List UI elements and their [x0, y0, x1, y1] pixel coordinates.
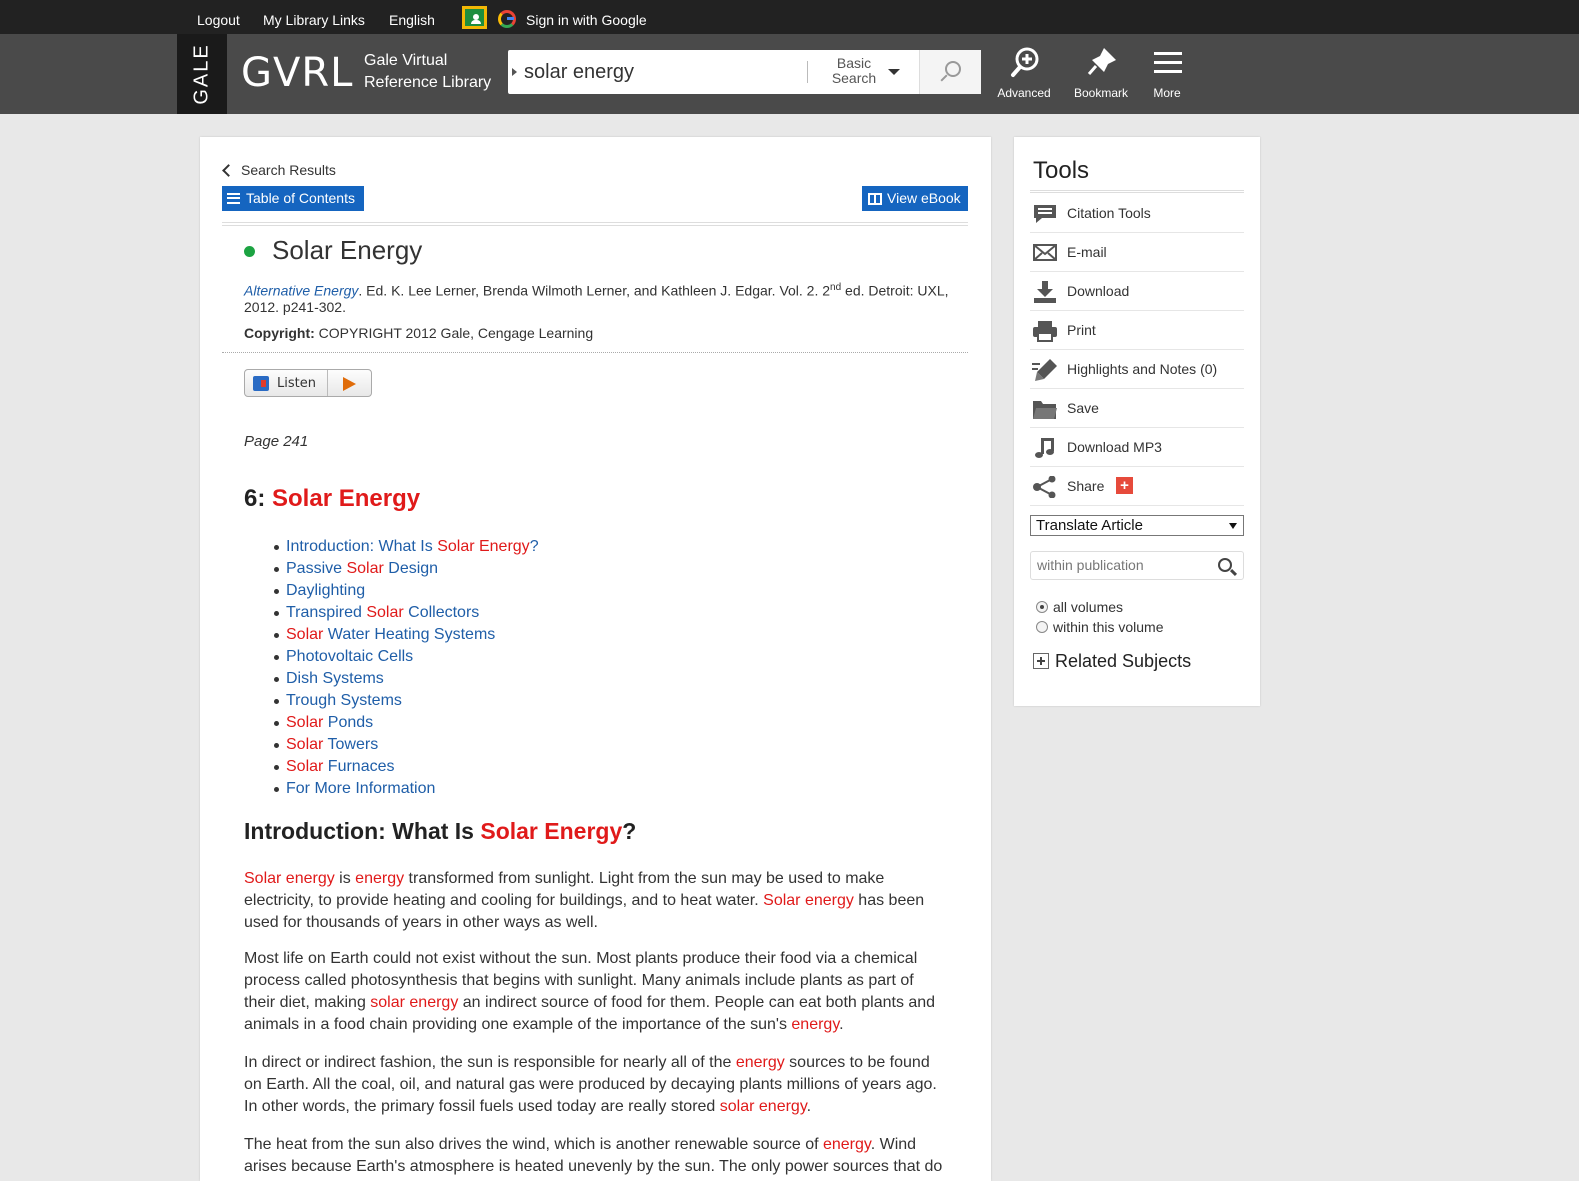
page-number: Page 241 [244, 433, 309, 450]
advanced-search-button[interactable]: Advanced [989, 46, 1059, 106]
tool-share[interactable]: Share + [1030, 467, 1244, 506]
text-run: Trough Systems [286, 692, 402, 709]
search-box [508, 50, 981, 94]
view-ebook-button[interactable]: View eBook [862, 186, 968, 211]
text-run: an indirect source of food for them. People can eat both plants and animals in a food chain providing one example of the importance of the sun's [244, 994, 936, 1033]
search-term-highlight: Solar [286, 626, 324, 643]
related-subjects-toggle[interactable]: Related Subjects [1033, 651, 1191, 672]
body-paragraph [244, 1134, 944, 1178]
text-run: sources to be found on Earth. All the coal, oil, and natural gas were produced by decaying plants millions of years ago. In other words, the primary fossil fuels used today are really stored [244, 1054, 937, 1115]
email-icon [1032, 242, 1058, 264]
copyright-line: Copyright: COPYRIGHT 2012 Gale, Cengage Learning [244, 325, 594, 341]
logout-link[interactable]: Logout [197, 12, 240, 28]
text-run: Introduction: What Is [286, 538, 438, 555]
gale-logo[interactable]: GALE [177, 34, 227, 114]
hamburger-menu-icon [1152, 46, 1184, 80]
translate-article-select[interactable]: Translate Article [1030, 515, 1244, 536]
play-icon[interactable] [343, 377, 356, 391]
text-run: is [334, 870, 356, 887]
tool-save[interactable]: Save [1030, 389, 1244, 428]
folder-icon [1032, 398, 1058, 420]
article-panel [200, 137, 991, 1181]
tool-email[interactable]: E-mail [1030, 233, 1244, 272]
toc-link[interactable] [286, 558, 539, 580]
more-menu-button[interactable]: More [1132, 46, 1202, 106]
text-run: Dish Systems [286, 670, 384, 687]
google-classroom-icon[interactable] [462, 6, 487, 29]
advanced-search-icon [1009, 46, 1041, 80]
text-run: For More Information [286, 780, 436, 797]
tool-print[interactable]: Print [1030, 311, 1244, 350]
tool-download[interactable]: Download [1030, 272, 1244, 311]
toc-link[interactable] [286, 624, 539, 646]
gvrl-logo[interactable]: GVRL [241, 50, 354, 96]
search-term-highlight: Solar [346, 560, 384, 577]
within-publication-search [1030, 551, 1244, 580]
search-history-arrow-icon[interactable] [512, 68, 517, 76]
text-run: Design [383, 560, 439, 577]
text-run: transformed from sunlight. Light from the sun may be used to make electricity, to provide heating and cooling for buildings, and to heat water. [244, 870, 885, 909]
citation-text: Alternative Energy. Ed. K. Lee Lerner, Brenda Wilmoth Lerner, and Kathleen J. Edgar. Vol. 2. 2nd ed. Detroit: UXL, 2012. p241-302. [244, 282, 949, 315]
text-run: Ponds [323, 714, 374, 731]
search-term-highlight: Solar [286, 736, 324, 753]
text-run: Most life on Earth could not exist without the sun. Most plants produce their food via a chemical process called photosynthesis that begins with sunlight. Many animals include plants as part of their diet, making [244, 950, 918, 1011]
chevron-left-icon [222, 164, 235, 177]
share-plus-icon[interactable]: + [1116, 477, 1133, 494]
toc-link[interactable] [286, 536, 539, 558]
toc-link[interactable] [286, 668, 539, 690]
toc-link[interactable] [286, 778, 539, 800]
breadcrumb-search-results[interactable]: Search Results [222, 162, 336, 178]
search-term-highlight: Solar energy [763, 892, 854, 909]
top-bar [0, 0, 1579, 34]
gvrl-subtitle: Gale Virtual Reference Library [364, 52, 492, 91]
chapter-heading: 6: Solar Energy [244, 485, 421, 512]
share-icon [1032, 476, 1058, 498]
text-run: Daylighting [286, 582, 366, 599]
text-run: Towers [323, 736, 379, 753]
status-dot-icon [244, 246, 255, 257]
toc-link[interactable] [286, 734, 539, 756]
publication-link[interactable]: Alternative Energy [244, 282, 359, 299]
search-term-highlight: Solar [366, 604, 404, 621]
site-header [0, 34, 1579, 114]
text-run: The heat from the sun also drives the wind, which is another renewable source of [244, 1136, 823, 1153]
chapter-toc-list [286, 536, 539, 800]
text-run: ? [529, 538, 539, 555]
toc-link[interactable] [286, 646, 539, 668]
search-mode-dropdown[interactable]: Basic Search [831, 55, 877, 86]
text-run: has been used for thousands of years in other ways as well. [244, 892, 925, 931]
text-run: Collectors [403, 604, 480, 621]
chevron-down-icon[interactable] [888, 69, 900, 75]
dropdown-arrow-icon [1229, 523, 1237, 529]
search-input[interactable] [524, 58, 794, 86]
google-logo-icon[interactable] [498, 10, 516, 28]
body-paragraph [244, 948, 944, 1036]
text-run: . Wind arises because Earth's atmosphere is heated unevenly by the sun. The only power sources that do [244, 1136, 943, 1175]
body-paragraph [244, 1052, 944, 1118]
my-library-links-link[interactable]: My Library Links [263, 12, 365, 28]
expand-plus-icon [1033, 653, 1049, 669]
search-term-highlight: Solar energy [244, 870, 335, 887]
toc-link[interactable] [286, 712, 539, 734]
search-icon [945, 61, 961, 77]
list-icon [227, 193, 240, 204]
tools-title: Tools [1033, 157, 1090, 184]
text-run: Furnaces [323, 758, 395, 775]
body-paragraph [244, 868, 944, 934]
search-term-highlight: Solar [286, 714, 324, 731]
speaker-icon [253, 376, 269, 391]
text-run: . [806, 1098, 812, 1115]
toc-link[interactable] [286, 756, 539, 778]
tools-panel: Tools Citation Tools E-mail Download Print Highlights and Notes (0) Save Download MP3 Share + Translate Article within publication all volumes within this volume Related Subjects [1014, 137, 1260, 706]
search-term-highlight: energy [735, 1054, 785, 1071]
tool-download-mp3[interactable]: Download MP3 [1030, 428, 1244, 467]
language-selector[interactable]: English [389, 12, 435, 28]
download-icon [1032, 281, 1058, 303]
book-icon [868, 193, 882, 205]
text-run: In direct or indirect fashion, the sun is responsible for nearly all of the [244, 1054, 736, 1071]
music-note-icon [1032, 437, 1058, 459]
search-term-highlight: energy [355, 870, 405, 887]
text-run: Transpired [286, 604, 367, 621]
text-run: Water Heating Systems [323, 626, 496, 643]
citation-icon [1032, 203, 1058, 225]
tool-citation-tools[interactable]: Citation Tools [1030, 194, 1244, 233]
search-term-highlight: Solar Energy [437, 538, 530, 555]
section-heading: Introduction: What Is Solar Energy? [244, 818, 637, 844]
search-term-highlight: Solar [286, 758, 324, 775]
toc-link[interactable] [286, 602, 539, 624]
bookmark-pin-icon [1086, 46, 1118, 80]
table-of-contents-button[interactable]: Table of Contents [222, 186, 364, 211]
search-term-highlight: solar energy [370, 994, 459, 1011]
listen-button[interactable]: Listen [244, 369, 372, 397]
text-run: Photovoltaic Cells [286, 648, 414, 665]
highlight-icon [1032, 359, 1058, 381]
document-title: Solar Energy [272, 235, 423, 265]
bookmark-button[interactable]: Bookmark [1066, 46, 1136, 106]
sign-in-google-link[interactable]: Sign in with Google [526, 12, 647, 28]
tool-highlights-notes[interactable]: Highlights and Notes (0) [1030, 350, 1244, 389]
toc-link[interactable] [286, 690, 539, 712]
within-publication-input[interactable] [1037, 557, 1207, 573]
search-term-highlight: energy [791, 1016, 840, 1033]
search-button[interactable] [919, 50, 981, 94]
text-run: Passive [286, 560, 347, 577]
search-term-highlight: energy [822, 1136, 871, 1153]
search-term-highlight: solar energy [719, 1098, 807, 1115]
text-run: . [839, 1016, 844, 1033]
toc-link[interactable] [286, 580, 539, 602]
print-icon [1032, 320, 1058, 342]
